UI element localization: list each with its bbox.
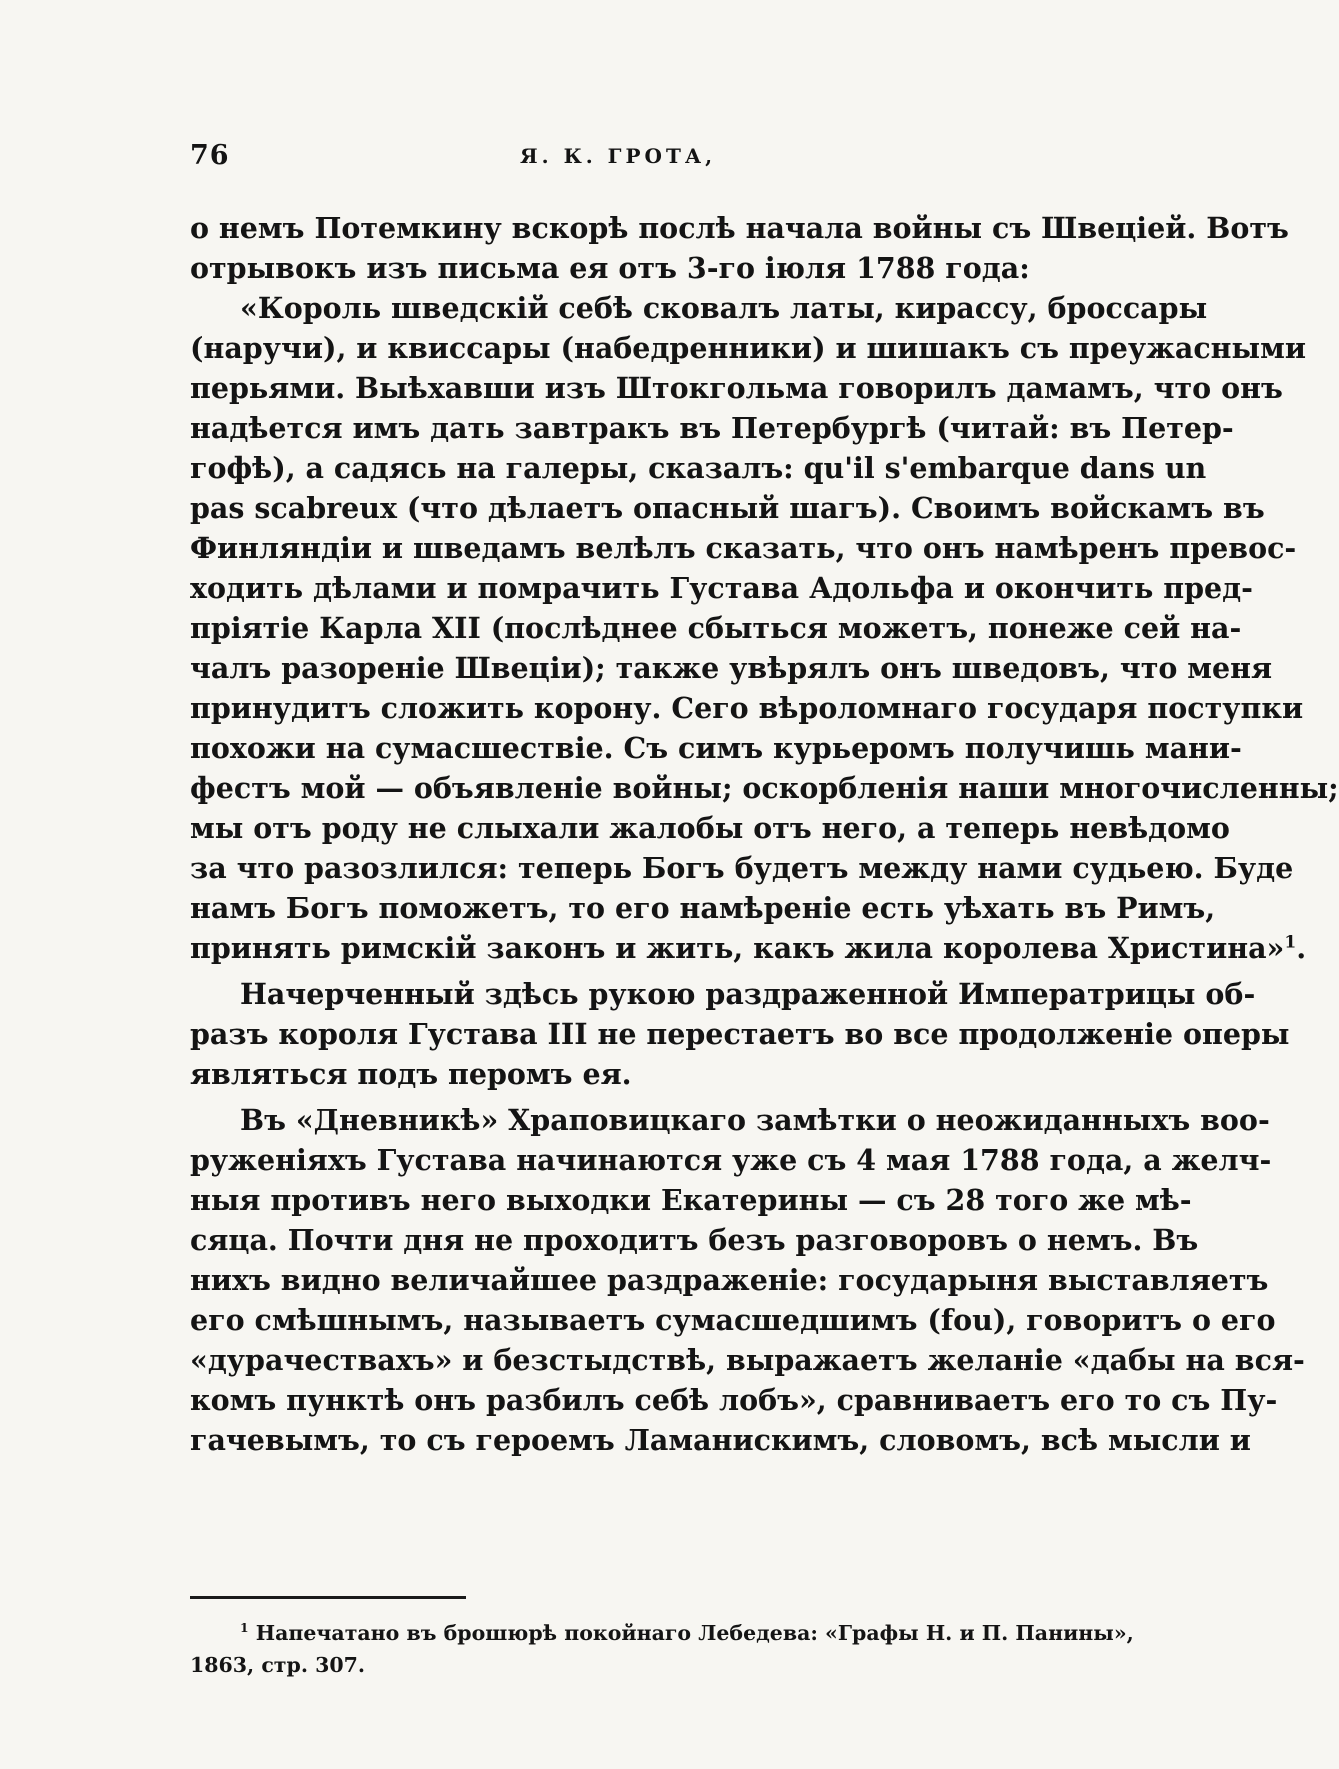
text-line: принудитъ сложить корону. Сего вѣроломнаго государя поступки <box>190 691 1304 725</box>
text-line: нихъ видно величайшее раздраженіе: государыня выставляетъ <box>190 1263 1269 1297</box>
text-line: принять римскій законъ и жить, какъ жила королева Христина»$^1$. <box>190 931 1307 965</box>
text-line: за что разозлился: теперь Богъ будетъ между нами судьею. Буде <box>190 851 1294 885</box>
text-line: гачевымъ, то съ героемъ Ламанискимъ, словомъ, всѣ мысли и <box>190 1423 1251 1457</box>
text-line: руженіяхъ Густава начинаются уже съ 4 мая 1788 года, а желч- <box>190 1143 1272 1177</box>
footnote-divider <box>190 1596 466 1599</box>
body-text <box>190 208 1339 1460</box>
text-line: «Король шведскій себѣ сковалъ латы, кирассу, броссары <box>240 291 1208 325</box>
text-line: «дурачествахъ» и безстыдствѣ, выражаетъ желаніе «дабы на вся- <box>190 1343 1305 1377</box>
text-line: намъ Богъ поможетъ, то его намѣреніе есть уѣхать въ Римъ, <box>190 891 1216 925</box>
running-head: Я. К. ГРОТА, <box>520 144 717 168</box>
footnote-line: 1863, стр. 307. <box>190 1653 366 1677</box>
text-line: пріятіе Карла XII (послѣднее сбыться можетъ, понеже сей на- <box>190 611 1242 645</box>
text-line: о немъ Потемкину вскорѣ послѣ начала войны съ Швеціей. Вотъ <box>190 211 1289 245</box>
text-line: надѣется имъ дать завтракъ въ Петербургѣ (читай: въ Петер- <box>190 411 1234 445</box>
text-line: отрывокъ изъ письма ея отъ 3-го іюля 1788 года: <box>190 251 1030 285</box>
page-header <box>190 140 1028 180</box>
text-line-content: принять римскій законъ и жить, какъ жила королева Христина» <box>190 931 1285 965</box>
text-line: pas scabreux (что дѣлаетъ опасный шагъ). Своимъ войскамъ въ <box>190 491 1265 525</box>
text-line: комъ пунктѣ онъ разбилъ себѣ лобъ», сравниваетъ его то съ Пу- <box>190 1383 1278 1417</box>
footnote-line <box>190 1617 1134 1649</box>
text-line: Въ «Дневникѣ» Храповицкаго замѣтки о неожиданныхъ воо- <box>240 1103 1270 1137</box>
text-line: сяца. Почти дня не проходитъ безъ разговоровъ о немъ. Въ <box>190 1223 1199 1257</box>
text-line: ныя противъ него выходки Екатерины — съ 28 того же мѣ- <box>190 1183 1192 1217</box>
text-line: Начерченный здѣсь рукою раздраженной Императрицы об- <box>240 977 1256 1011</box>
text-line: его смѣшнымъ, называетъ сумасшедшимъ (fou), говоритъ о его <box>190 1303 1276 1337</box>
text-line: Финляндіи и шведамъ велѣлъ сказать, что онъ намѣренъ превос- <box>190 531 1297 565</box>
text-line: гофѣ), а садясь на галеры, сказалъ: qu'il s'embarque dans un <box>190 451 1207 485</box>
page-number: 76 <box>190 140 230 171</box>
text-line: мы отъ роду не слыхали жалобы отъ него, а теперь невѣдомо <box>190 811 1230 845</box>
text-line: ходить дѣлами и помрачить Густава Адольфа и окончить пред- <box>190 571 1254 605</box>
text-line: фестъ мой — объявленіе войны; оскорбленія наши многочисленны; <box>190 771 1339 805</box>
text-line: являться подъ перомъ ея. <box>190 1057 632 1091</box>
footnote-reference[interactable]: 1 <box>1284 932 1297 953</box>
text-line: чалъ разореніе Швеціи); также увѣрялъ онъ шведовъ, что меня <box>190 651 1273 685</box>
text-line: похожи на сумасшествіе. Съ симъ курьеромъ получишь мани- <box>190 731 1242 765</box>
footnote-mark: 1 <box>240 1620 249 1636</box>
text-line: перьями. Выѣхавши изъ Штокгольма говорилъ дамамъ, что онъ <box>190 371 1283 405</box>
footnotes <box>190 1617 1134 1681</box>
text-line: разъ короля Густава III не перестаетъ во все продолженіе оперы <box>190 1017 1290 1051</box>
text-line: (наручи), и квиссары (набедренники) и шишакъ съ преужасными <box>190 331 1306 365</box>
footnote-text: Напечатано въ брошюрѣ покойнаго Лебедева: «Графы Н. и П. Панины», <box>255 1621 1134 1645</box>
